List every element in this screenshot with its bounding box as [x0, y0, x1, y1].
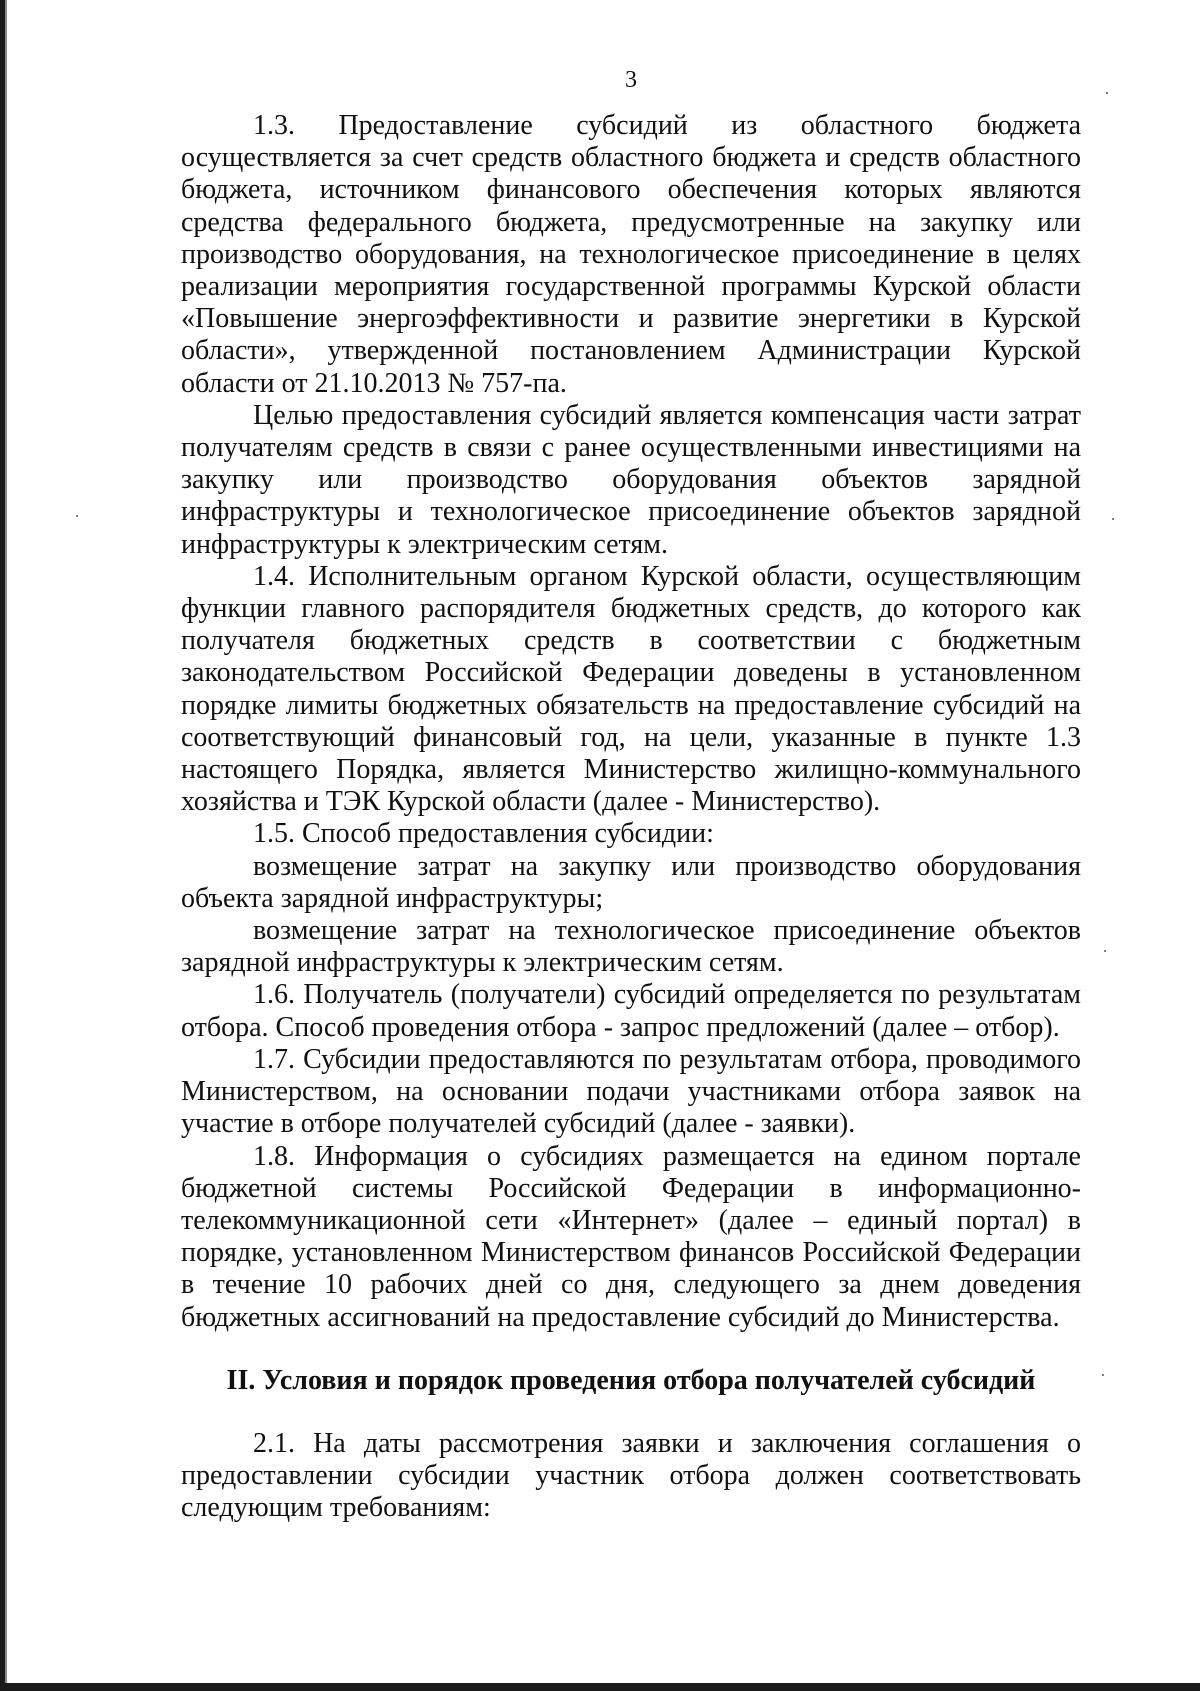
scan-speck — [76, 515, 78, 517]
paragraph-1-6: 1.6. Получатель (получатели) субсидий определяется по результатам отбора. Способ проведения отбора - запрос предложений (далее – отбор). — [181, 979, 1081, 1043]
paragraph-1-3: 1.3. Предоставление субсидий из областного бюджета осуществляется за счет средств областного бюджета и средств областного бюджета, источником финансового обеспечения которых являются средства федерального бюджета, предусмотренные на закупку или производство оборудования, на технологическое присоединение в целях реализации мероприятия государственной программы Курской области «Повышение энергоэффективности и развитие энергетики в Курской области», утвержденной постановлением Администрации Курской области от 21.10.2013 № 757-па. — [181, 110, 1081, 399]
paragraph-1-5-item-1: возмещение затрат на закупку или производство оборудования объекта зарядной инфраструктуры; — [181, 850, 1081, 914]
paragraph-1-5: 1.5. Способ предоставления субсидии: — [253, 818, 714, 850]
scan-edge-bottom — [0, 1683, 1200, 1691]
scan-speck — [1112, 518, 1114, 520]
paragraph-1-4: 1.4. Исполнительным органом Курской области, осуществляющим функции главного распорядителя бюджетных средств, до которого как получателя бюджетных средств в соответствии с бюджетным законодательством Российской Федерации доведены в установленном порядке лимиты бюджетных обязательств на предоставление субсидий на соответствующий финансовый год, на цели, указанные в пункте 1.3 настоящего Порядка, является Министерство жилищно-коммунального хозяйства и ТЭК Курской области (далее - Министерство). — [181, 560, 1081, 818]
paragraph-1-7: 1.7. Субсидии предоставляются по результатам отбора, проводимого Министерством, на основании подачи участниками отбора заявок на участие в отборе получателей субсидий (далее - заявки). — [181, 1043, 1081, 1140]
section-heading: II. Условия и порядок проведения отбора получателей субсидий — [226, 1364, 1036, 1396]
paragraph-1-8: 1.8. Информация о субсидиях размещается на едином портале бюджетной системы Российской Федерации в информационно-телекоммуникационной сети «Интернет» (далее – единый портал) в порядке, установленном Министерством финансов Российской Федерации в течение 10 рабочих дней со дня, следующего за днем доведения бюджетных ассигнований на предоставление субсидий до Министерства. — [181, 1140, 1081, 1333]
paragraph-purpose: Целью предоставления субсидий является компенсация части затрат получателям средств в связи с ранее осуществленными инвестициями на закупку или производство оборудования объектов зарядной инфраструктуры и технологическое присоединение объектов зарядной инфраструктуры к электрическим сетям. — [181, 399, 1081, 560]
paragraph-1-5-item-2: возмещение затрат на технологическое присоединение объектов зарядной инфраструктуры к электрическим сетям. — [181, 915, 1081, 979]
paragraph-2-1: 2.1. На даты рассмотрения заявки и заключения соглашения о предоставлении субсидии участник отбора должен соответствовать следующим требованиям: — [181, 1427, 1081, 1524]
page-number: 3 — [625, 67, 637, 93]
scan-edge-left-shadow — [5, 0, 7, 1691]
document-body — [181, 110, 1081, 1525]
scan-speck — [1104, 950, 1106, 952]
scan-speck — [1102, 1374, 1104, 1376]
